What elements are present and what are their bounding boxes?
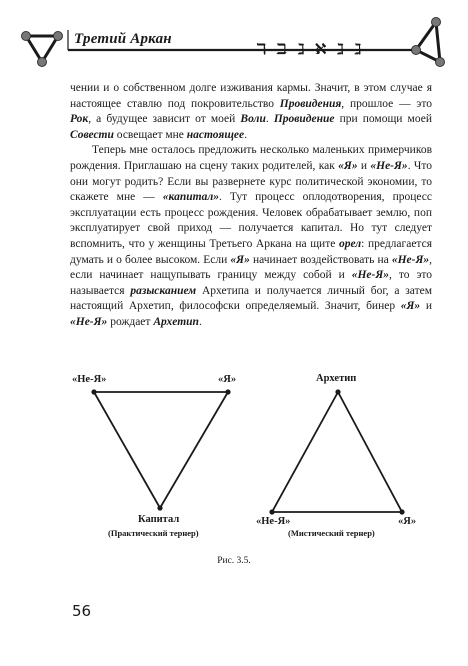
header-ornament xyxy=(0,0,468,80)
vertex-dot xyxy=(399,509,404,514)
vertex-dot xyxy=(157,505,162,510)
emphasized-term: «капитал» xyxy=(162,191,219,204)
text-run: Теперь мне осталось предложить несколько маленьких примерчиков рождения. Приглашаю на сцену таких родителей, как xyxy=(70,144,432,172)
label-ya-left: «Я» xyxy=(218,374,237,385)
text-run: , то это называется xyxy=(70,269,433,297)
vertex-dot xyxy=(269,509,274,514)
text-run: . xyxy=(198,315,202,328)
emphasized-term: Рок xyxy=(70,113,89,126)
text-run: начинает воздействовать на xyxy=(249,253,392,266)
emphasized-term: Провидение xyxy=(273,113,335,126)
text-run: чении и о собственном долге изживания кармы. Значит, в этом случае я настоящее ставлю под покровительство xyxy=(70,82,432,110)
vertex-dot xyxy=(91,389,96,394)
body-text xyxy=(70,81,432,331)
figure-3-5 xyxy=(0,360,468,580)
label-mystical-ternary: (Мистический тернер) xyxy=(288,528,375,538)
emphasized-term: настоящее xyxy=(186,128,245,141)
figure-caption: Рис. 3.5. xyxy=(217,556,251,566)
label-ne-ya-left: «Не-Я» xyxy=(72,374,107,385)
emphasized-term: «Не-Я» xyxy=(70,315,108,328)
paragraph-2 xyxy=(70,143,432,330)
text-run: . xyxy=(244,128,247,141)
label-arkhetip: Архетип xyxy=(316,373,357,384)
text-run: и xyxy=(357,159,371,172)
triangles-diagram xyxy=(0,360,468,580)
label-ya-right: «Я» xyxy=(398,516,417,527)
practical-ternary-triangle xyxy=(94,392,228,508)
text-run: рождает xyxy=(107,315,154,328)
running-header xyxy=(0,0,468,80)
vertex-dot xyxy=(225,389,230,394)
text-run: и xyxy=(420,300,432,313)
emphasized-term: «Я» xyxy=(400,300,421,313)
emphasized-term: Воли xyxy=(240,113,266,126)
text-run: , а будущее зависит от моей xyxy=(88,113,241,126)
text-run: . Тут процесс оплодотворения, процесс эксплуатации есть процесс рождения. Человек обрабатывает землю, поп эксплуатирует свой приход — получается капитал. Но тут следует вспомнить, что у женщины Третьего Аркана на щите xyxy=(70,191,433,250)
right-triangle-icon xyxy=(412,18,445,67)
emphasized-term: орел xyxy=(338,237,362,250)
text-run: Архетипа и получается личный бог, а затем настоящий Архетип, философски определяемый. Значит, бинер xyxy=(70,284,432,313)
text-run: при помощи моей xyxy=(334,113,432,126)
vertex-dot xyxy=(335,389,340,394)
emphasized-term: «Не-Я» xyxy=(391,253,430,266)
paragraph-1 xyxy=(70,81,432,143)
label-kapital: Капитал xyxy=(138,514,180,525)
emphasized-term: «Я» xyxy=(338,159,358,172)
emphasized-term: Провидения xyxy=(279,97,342,110)
emphasized-term: разысканием xyxy=(130,284,197,297)
header-hebrew-glyphs: ℸℶℷℵℷℷ xyxy=(256,40,372,58)
text-run: : предлагается думать и о более высоком. Если xyxy=(70,237,432,266)
emphasized-term: «Не-Я» xyxy=(351,269,390,282)
page-number: 56 xyxy=(72,602,92,620)
emphasized-term: Архетип xyxy=(153,315,199,328)
header-title: Третий Аркан xyxy=(74,31,172,47)
emphasized-term: «Не-Я» xyxy=(370,159,408,172)
mystical-ternary-triangle xyxy=(272,392,402,512)
left-triangle-icon xyxy=(22,32,63,67)
text-run: освещает мне xyxy=(113,128,187,141)
emphasized-term: «Я» xyxy=(230,253,250,266)
emphasized-term: Совести xyxy=(70,128,114,141)
label-ne-ya-right: «Не-Я» xyxy=(256,516,291,527)
label-practical-ternary: (Практический тернер) xyxy=(108,528,199,538)
text-run: , если начинает нащупывать границу между собой и xyxy=(70,253,433,282)
text-run: . xyxy=(265,113,274,126)
text-run: , прошлое — это xyxy=(341,97,432,110)
text-run: . Что они могут родить? Если вы развернете курс политической экономии, то скажете мне — xyxy=(70,159,432,204)
